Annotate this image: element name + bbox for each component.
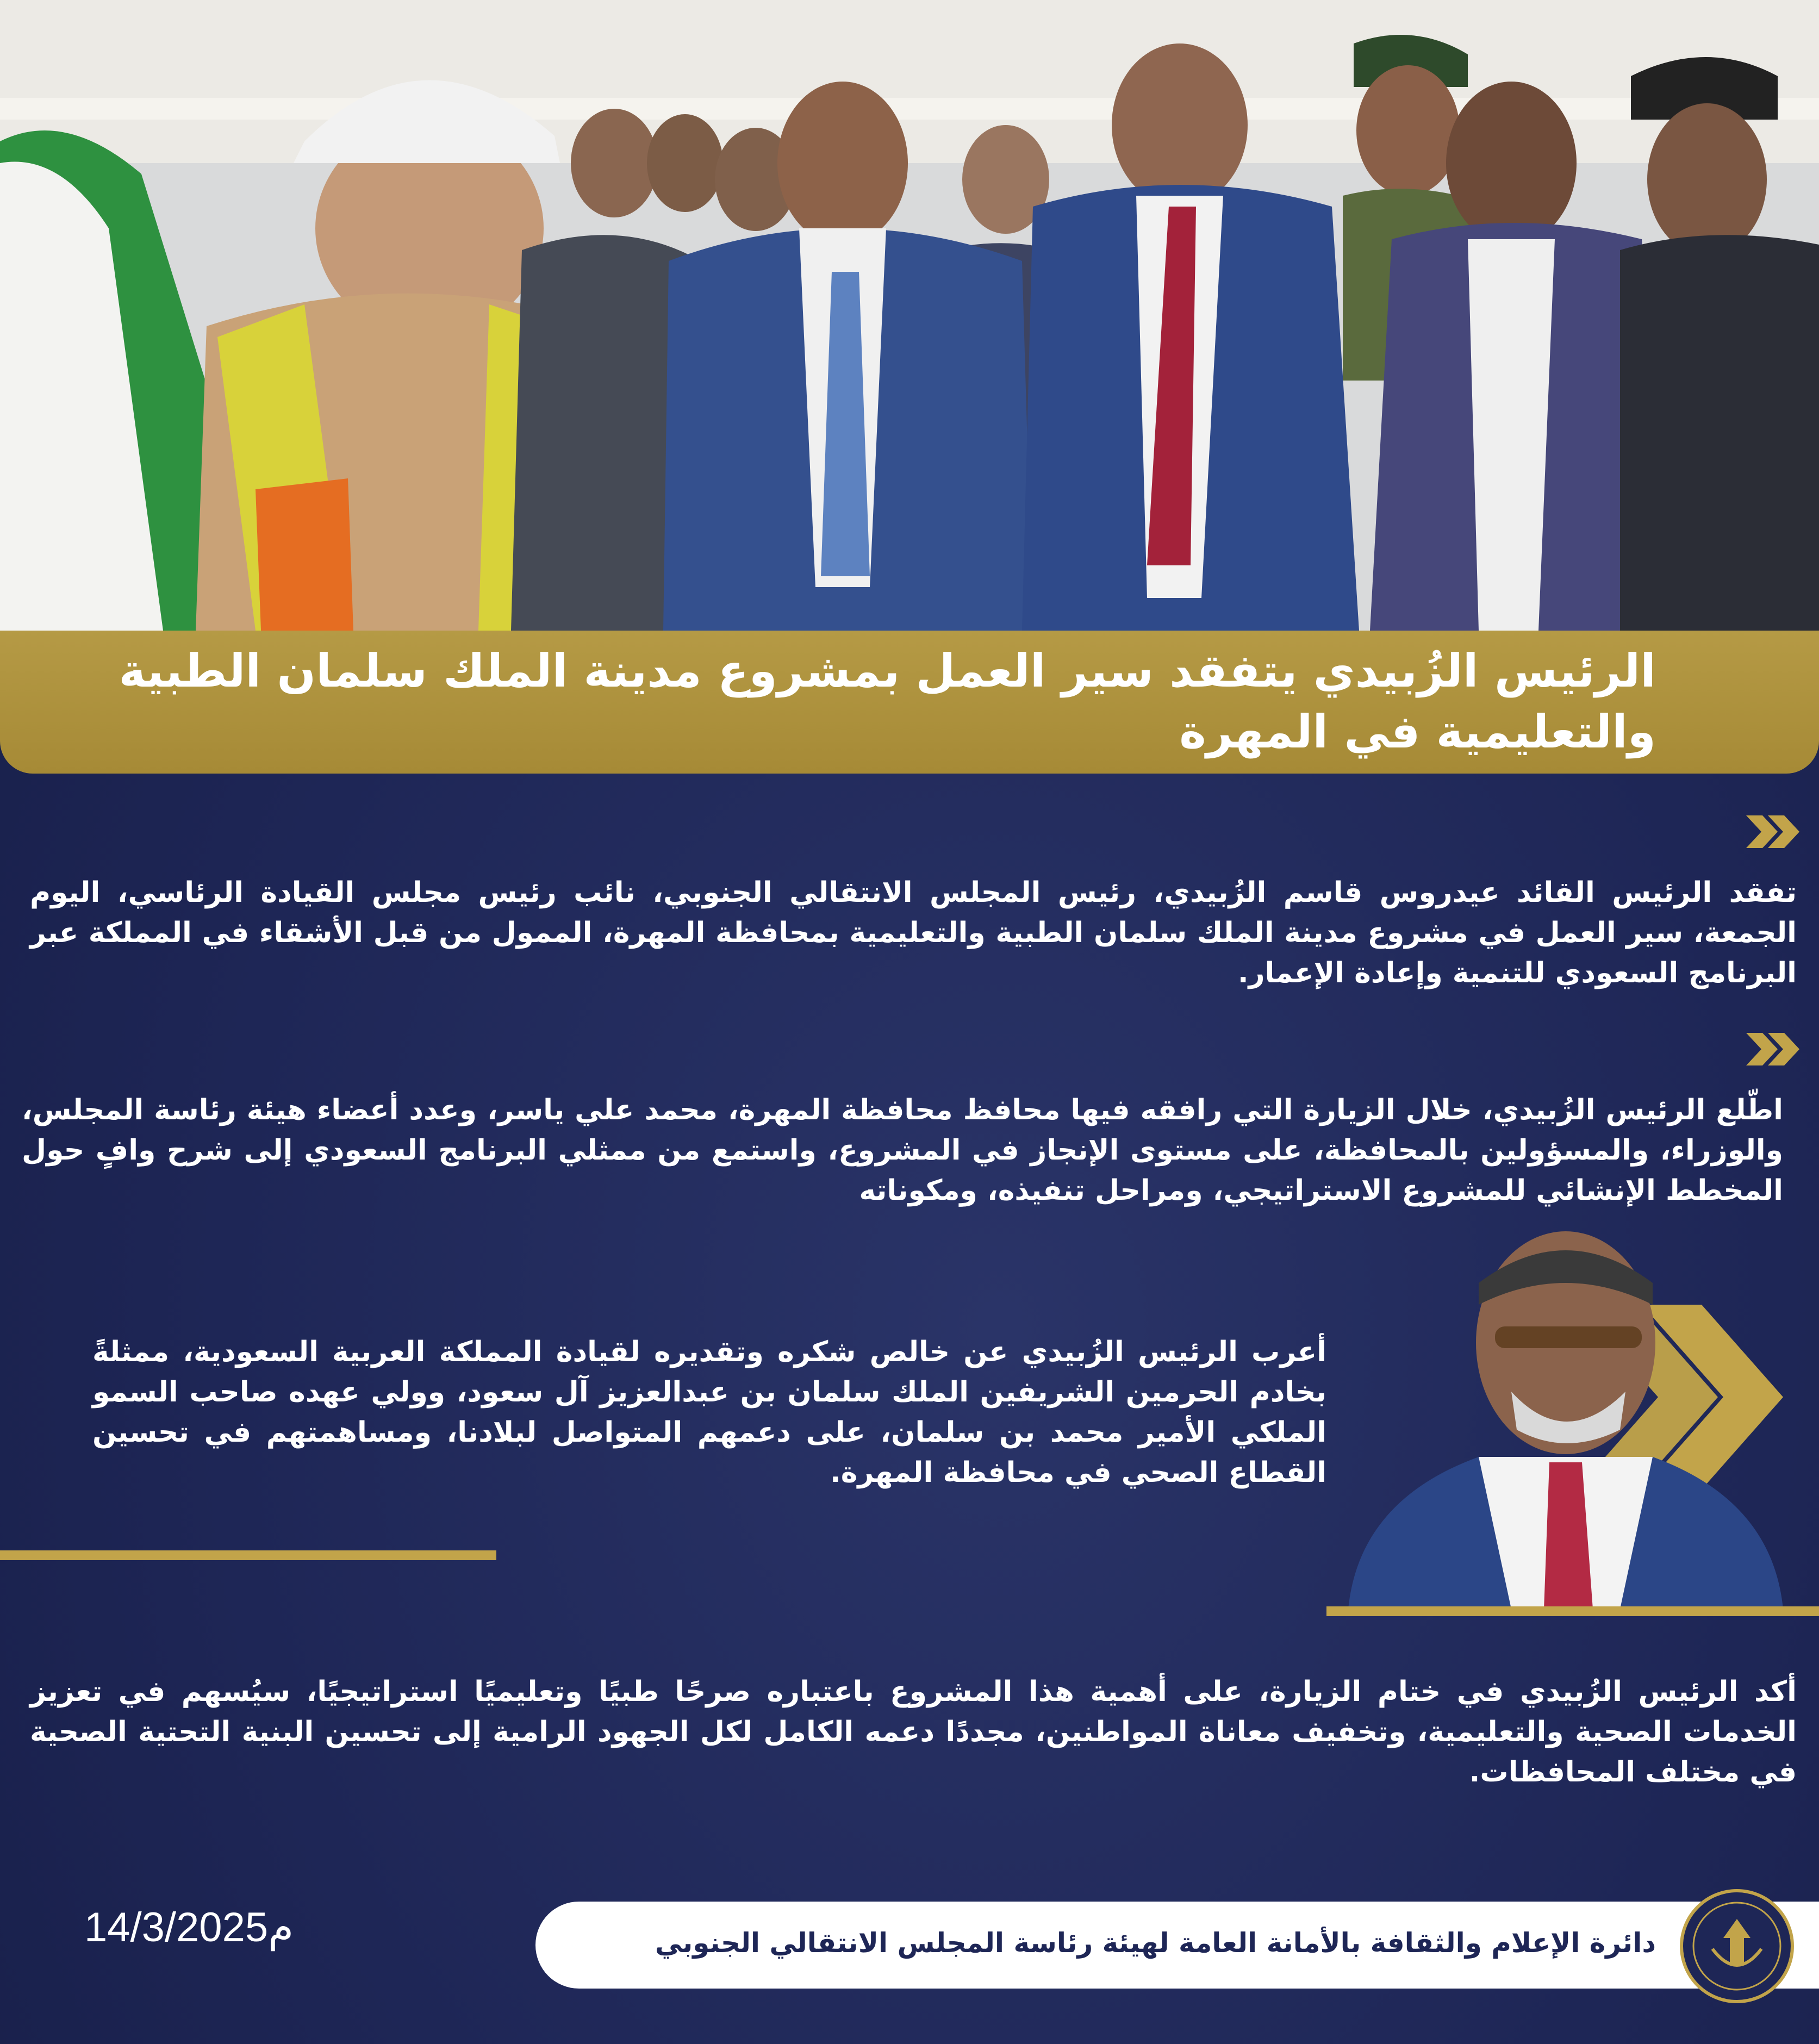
date: 14/3/2025م [84,1904,294,1950]
header-photo-illustration [0,0,1819,631]
paragraph-3: أعرب الرئيس الزُبيدي عن خالص شكره وتقديره لقيادة المملكة العربية السعودية، ممثلةً بخادم الحرمين الشريفين الملك سلمان بن عبدالعزيز آل سعود، وولي عهده صاحب السمو الملكي الأمير محمد بن سلمان، على دعمهم المتواصل لبلادنا، ومساهمتهم في تحسين القطاع الصحي في محافظة المهرة. [92,1336,1326,1489]
headline: الرئيس الزُبيدي يتفقد سير العمل بمشروع مدينة الملك سلمان الطبية والتعليمية في المهرة [119,644,1656,758]
divider-line [0,1550,496,1560]
paragraph-1: تفقد الرئيس القائد عيدروس قاسم الزُبيدي، رئيس المجلس الانتقالي الجنوبي، نائب رئيس مجلس القيادة الرئاسي، اليوم الجمعة، سير العمل في مشروع مدينة الملك سلمان الطبية والتعليمية بمحافظة المهرة، الممول من قبل الأشقاء في المملكة عبر البرنامج السعودي للتنمية وإعادة الإعمار. [30,876,1797,989]
header-photo [0,0,1819,631]
portrait-illustration [1316,1218,1783,1609]
president-portrait [1316,1218,1783,1609]
divider-line [1326,1606,1819,1616]
paragraph-2: اطّلع الرئيس الزُبيدي، خلال الزيارة التي رافقه فيها محافظ محافظة المهرة، محمد علي ياسر، وعدد أعضاء هيئة رئاسة المجلس، والوزراء، والمسؤولين بالمحافظة، على مستوى الإنجاز في المشروع، واستمع من ممثلي البرنامج السعودي إلى شرح وافٍ حول المخطط الإنشائي للمشروع الاستراتيجي، ومراحل تنفيذه، ومكوناته [22,1094,1783,1207]
double-chevron-icon [1740,1033,1799,1065]
paragraph-4: أكد الرئيس الزُبيدي في ختام الزيارة، على أهمية هذا المشروع باعتباره صرحًا طبيًا وتعليميًا استراتيجيًا، سيُسهم في تعزيز الخدمات الصحية والتعليمية، وتخفيف معاناة المواطنين، مجددًا دعمه الكامل لكل الجهود الرامية إلى تحسين البنية التحتية الصحية في مختلف المحافظات. [30,1675,1797,1788]
department-name: دائرة الإعلام والثقافة بالأمانة العامة لهيئة رئاسة المجلس الانتقالي الجنوبي [655,1927,1656,1959]
double-chevron-icon [1740,815,1799,848]
title-banner [0,631,1819,774]
council-seal-icon [1680,1889,1794,2003]
